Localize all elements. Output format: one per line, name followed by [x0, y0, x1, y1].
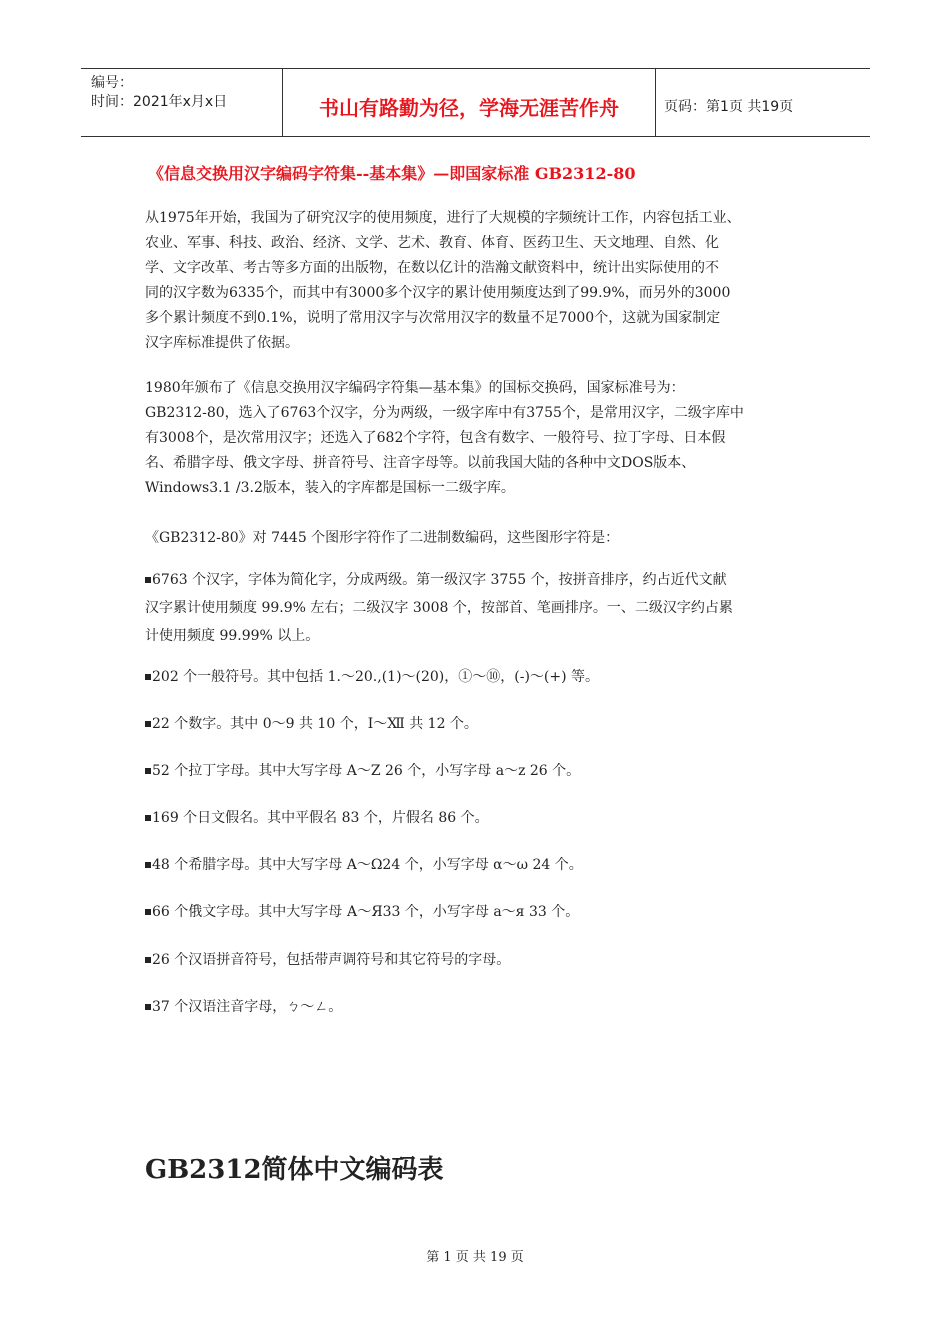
- bullet-square-icon: [145, 815, 151, 821]
- time-label: 时间：2021年x月x日: [91, 94, 228, 110]
- paragraph-line: 《GB2312-80》对 7445 个图形字符作了二进制数编码，这些图形字符是：: [145, 530, 620, 546]
- list-item-latin: [145, 759, 580, 784]
- bullet-square-icon: [145, 862, 151, 868]
- list-item-text: 37 个汉语注音字母，ㄅ～ㄥ。: [152, 999, 343, 1015]
- list-item-hanzi: [145, 568, 733, 649]
- list-item-symbols: [145, 665, 599, 690]
- list-item-text: 48 个希腊字母。其中大写字母 Α～Ω24 个，小写字母 α～ω 24 个。: [152, 857, 583, 873]
- paragraph-line: 从1975年开始，我国为了研究汉字的使用频度，进行了大规模的字频统计工作，内容包括工业、: [145, 210, 741, 226]
- paragraph-line: 汉字库标准提供了依据。: [145, 335, 299, 351]
- header-meta-cell: [81, 69, 283, 136]
- bullet-square-icon: [145, 768, 151, 774]
- header-page-cell: [656, 69, 870, 136]
- list-item-zhuyin: [145, 995, 342, 1020]
- paragraph-history: [145, 206, 741, 356]
- list-item-text: 22 个数字。其中 0～9 共 10 个，Ⅰ～Ⅻ 共 12 个。: [152, 716, 478, 732]
- header-motto-cell: [283, 69, 656, 136]
- list-item-text: 202 个一般符号。其中包括 1.～20.,(1)～(20)，①～⑩，(-)～(+) 等。: [152, 669, 600, 685]
- section-heading: GB2312简体中文编码表: [145, 1155, 444, 1185]
- list-item-text: 66 个俄文字母。其中大写字母 А～Я33 个，小写字母 а～я 33 个。: [152, 904, 580, 920]
- list-item-greek: [145, 853, 583, 878]
- page-info: 页码：第1页 共19页: [664, 99, 794, 115]
- bullet-square-icon: [145, 909, 151, 915]
- list-item-pinyin: [145, 948, 510, 973]
- bullet-square-icon: [145, 577, 151, 583]
- list-item-text: 汉字累计使用频度 99.9% 左右；二级汉字 3008 个，按部首、笔画排序。一、二级汉字约占累: [145, 600, 733, 616]
- paragraph-standard: [145, 376, 744, 501]
- paragraph-line: 有3008个，是次常用汉字；还选入了682个字符，包含有数字、一般符号、拉丁字母、日本假: [145, 430, 726, 446]
- bullet-square-icon: [145, 674, 151, 680]
- list-item-russian: [145, 900, 579, 925]
- list-item-kana: [145, 806, 489, 831]
- bullet-square-icon: [145, 721, 151, 727]
- list-item-digits: [145, 712, 478, 737]
- paragraph-line: 名、希腊字母、俄文字母、拼音符号、注音字母等。以前我国大陆的各种中文DOS版本、: [145, 455, 696, 471]
- serial-label: 编号：: [91, 75, 133, 91]
- list-item-text: 6763 个汉字，字体为简化字，分成两级。第一级汉字 3755 个，按拼音排序，约占近代文献: [152, 572, 727, 588]
- paragraph-line: Windows3.1 /3.2版本，装入的字库都是国标一二级字库。: [145, 480, 515, 496]
- bullet-square-icon: [145, 1004, 151, 1010]
- paragraph-line: 学、文字改革、考古等多方面的出版物，在数以亿计的浩瀚文献资料中，统计出实际使用的不: [145, 260, 719, 276]
- paragraph-line: GB2312-80，选入了6763个汉字，分为两级，一级字库中有3755个，是常用汉字，二级字库中: [145, 405, 744, 421]
- paragraph-line: 1980年颁布了《信息交换用汉字编码字符集—基本集》的国标交换码，国家标准号为：: [145, 380, 685, 396]
- list-item-text: 52 个拉丁字母。其中大写字母 A～Z 26 个，小写字母 a～z 26 个。: [152, 763, 581, 779]
- paragraph-line: 农业、军事、科技、政治、经济、文学、艺术、教育、体育、医药卫生、天文地理、自然、化: [145, 235, 719, 251]
- list-item-text: 169 个日文假名。其中平假名 83 个，片假名 86 个。: [152, 810, 489, 826]
- document-title: 《信息交换用汉字编码字符集--基本集》—即国家标准 GB2312-80: [148, 164, 636, 183]
- bullet-square-icon: [145, 957, 151, 963]
- page-header: [81, 68, 870, 137]
- list-item-text: 计使用频度 99.99% 以上。: [145, 628, 320, 644]
- paragraph-line: 多个累计频度不到0.1%，说明了常用汉字与次常用汉字的数量不足7000个，这就为国家制定: [145, 310, 721, 326]
- paragraph-line: 同的汉字数为6335个，而其中有3000多个汉字的累计使用频度达到了99.9%，而另外的3000: [145, 285, 731, 301]
- list-item-text: 26 个汉语拼音符号，包括带声调符号和其它符号的字母。: [152, 952, 511, 968]
- paragraph-intro-list: [145, 526, 619, 551]
- motto-text: 书山有路勤为径，学海无涯苦作舟: [319, 96, 619, 120]
- page-footer: 第 1 页 共 19 页: [426, 1250, 524, 1265]
